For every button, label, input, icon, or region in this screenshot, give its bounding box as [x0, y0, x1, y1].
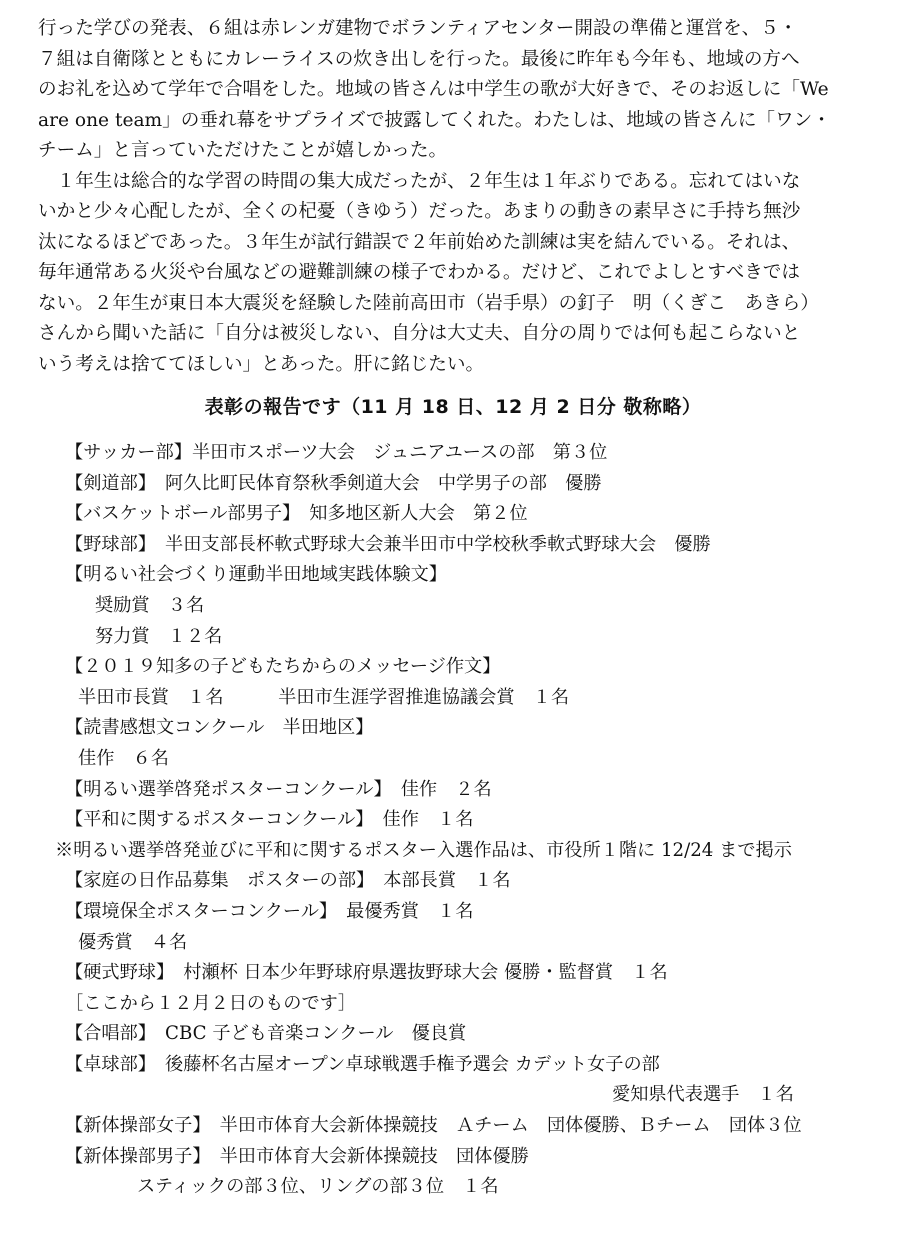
award-item: 【２０１９知多の子どもたちからのメッセージ作文】 [65, 656, 501, 678]
text-line: チーム」と言っていただけたことが嬉しかった。 [38, 140, 448, 161]
text-line: さんから聞いた話に「自分は被災しない、自分は大丈夫、自分の周りでは何も起こらないと [38, 323, 801, 344]
text-line: are one team」の垂れ幕をサプライズで披露してくれた。わたしは、地域の皆さんに「ワン・ [38, 109, 831, 131]
award-item: 【平和に関するポスターコンクール】 佳作 １名 [65, 809, 474, 831]
award-item: 【新体操部男子】 半田市体育大会新体操競技 団体優勝 [65, 1145, 529, 1167]
award-subitem: 愛知県代表選手 １名 [612, 1084, 794, 1106]
award-item: 【サッカー部】半田市スポーツ大会 ジュニアユースの部 第３位 [65, 442, 608, 463]
award-subitem: 優秀賞 ４名 [78, 931, 188, 953]
body-paragraph [38, 167, 868, 381]
text-line: 行った学びの発表、６組は赤レンガ建物でボランティアセンター開設の準備と運営を、５・ [38, 18, 798, 39]
text-line: １年生は総合的な学習の時間の集大成だったが、２年生は１年ぶりである。忘れてはいな [38, 170, 801, 192]
awards-list [38, 438, 868, 1203]
text-line: 毎年通常ある火災や台風などの避難訓練の様子でわかる。だけど、これでよしとすべきでは [38, 262, 800, 283]
text-line: 汰になるほどであった。３年生が試行錯誤で２年前始めた訓練は実を結んでいる。それは、 [38, 231, 801, 253]
text-line: ない。２年生が東日本大震災を経験した陸前高田市（岩手県）の釘子 明（くぎこ あきら） [38, 292, 819, 314]
text-line: いう考えは捨ててほしい」とあった。肝に銘じたい。 [38, 353, 485, 375]
award-item: 【野球部】 半田支部長杯軟式野球大会兼半田市中学校秋季軟式野球大会 優勝 [65, 533, 711, 555]
award-item: 【家庭の日作品募集 ポスターの部】 本部長賞 １名 [65, 870, 511, 892]
award-item: 【新体操部女子】 半田市体育大会新体操競技 Ａチーム 団体優勝、Ｂチーム 団体３位 [65, 1115, 802, 1137]
award-item: 【明るい選挙啓発ポスターコンクール】 佳作 ２名 [65, 778, 492, 800]
award-item: 【読書感想文コンクール 半田地区】 [65, 717, 374, 739]
award-item: 【卓球部】 後藤杯名古屋オープン卓球戦選手権予選会 カデット女子の部 [65, 1053, 660, 1075]
award-item: 【環境保全ポスターコンクール】 最優秀賞 １名 [65, 900, 474, 922]
award-divider-note: ［ここから１２月２日のものです］ [65, 992, 357, 1014]
text-line: ７組は自衛隊とともにカレーライスの炊き出しを行った。最後に昨年も今年も、地域の方へ [38, 48, 800, 70]
document-page [38, 14, 868, 1203]
award-subitem: 佳作 ６名 [78, 747, 169, 769]
award-item: 【剣道部】 阿久比町民体育祭秋季剣道大会 中学男子の部 優勝 [65, 472, 602, 494]
award-item: 【バスケットボール部男子】 知多地区新人大会 第２位 [65, 503, 528, 525]
award-subitem: 努力賞 １２名 [95, 625, 223, 647]
section-title: 表彰の報告です（11 月 18 日、12 月 2 日分 敬称略） [204, 396, 702, 418]
award-subitem: 半田市長賞 １名 半田市生涯学習推進協議会賞 １名 [78, 686, 570, 708]
award-item: 【合唱部】 CBC 子ども音楽コンクール 優良賞 [65, 1023, 467, 1045]
award-note: ※明るい選挙啓発並びに平和に関するポスター入選作品は、市役所１階に 12/24 まで掲示 [55, 839, 792, 861]
intro-paragraph [38, 14, 868, 167]
text-line: いかと少々心配したが、全くの杞憂（きゆう）だった。あまりの動きの素早さに手持ち無沙 [38, 201, 801, 222]
award-item: 【明るい社会づくり運動半田地域実践体験文】 [65, 564, 447, 586]
award-subitem: 奨励賞 ３名 [95, 594, 205, 616]
text-line: のお礼を込めて学年で合唱をした。地域の皆さんは中学生の歌が大好きで、そのお返しに「We [38, 79, 829, 100]
award-item: 【硬式野球】 村瀬杯 日本少年野球府県選抜野球大会 優勝・監督賞 １名 [65, 962, 668, 984]
award-subitem: スティックの部３位、リングの部３位 １名 [137, 1176, 499, 1198]
